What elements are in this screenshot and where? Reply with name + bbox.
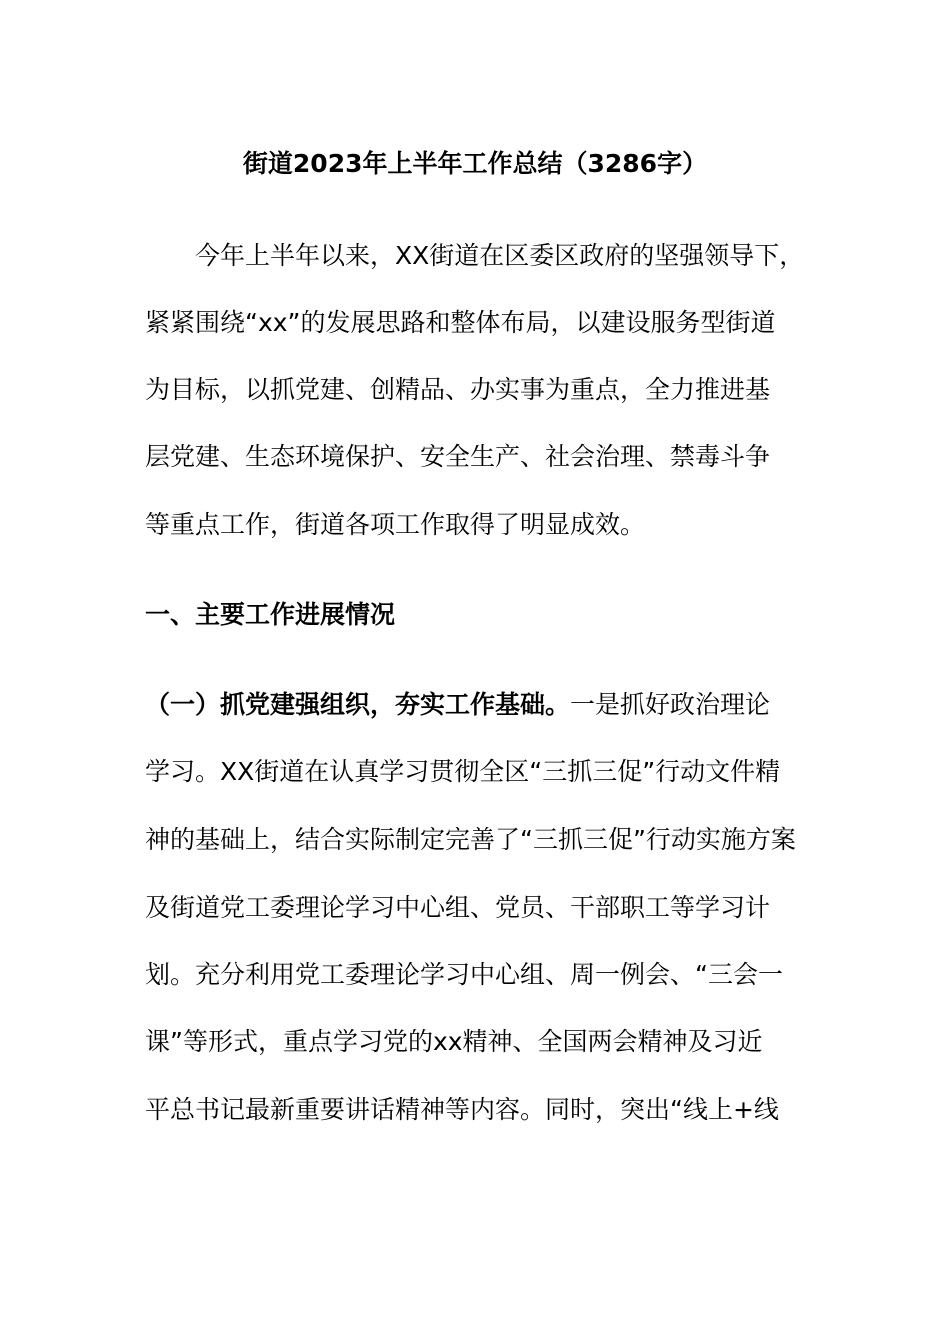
body-line-4: 划。充分利用党工委理论学习中心组、周一例会、“三会一 <box>145 960 783 989</box>
intro-line-1: 今年上半年以来，XX街道在区委区政府的坚强领导下， <box>195 241 805 270</box>
subsection-first-line-rest: 一是抓好政治理论 <box>570 690 771 719</box>
body-line-1: 学习。XX街道在认真学习贯彻全区“三抓三促”行动文件精 <box>145 757 781 786</box>
body-line-3: 及街道党工委理论学习中心组、党员、干部职工等学习计 <box>145 893 771 922</box>
body-line-5: 课”等形式，重点学习党的xx精神、全国两会精神及习近 <box>145 1027 763 1056</box>
intro-line-5: 等重点工作，街道各项工作取得了明显成效。 <box>145 510 646 539</box>
document-title: 街道2023年上半年工作总结（3286字） <box>242 149 708 178</box>
subsection-first-line <box>145 685 770 725</box>
body-line-6: 平总书记最新重要讲话精神等内容。同时，突出“线上+线 <box>145 1095 779 1124</box>
subsection-bold-lead: （一）抓党建强组织，夯实工作基础。 <box>145 690 571 719</box>
intro-line-3: 为目标，以抓党建、创精品、办实事为重点，全力推进基 <box>145 375 771 404</box>
section-heading: 一、主要工作进展情况 <box>145 600 396 629</box>
intro-line-2: 紧紧围绕“xx”的发展思路和整体布局，以建设服务型街道 <box>145 308 776 337</box>
intro-line-4: 层党建、生态环境保护、安全生产、社会治理、禁毒斗争 <box>145 442 771 471</box>
body-line-2: 神的基础上，结合实际制定完善了“三抓三促”行动实施方案 <box>145 825 796 854</box>
